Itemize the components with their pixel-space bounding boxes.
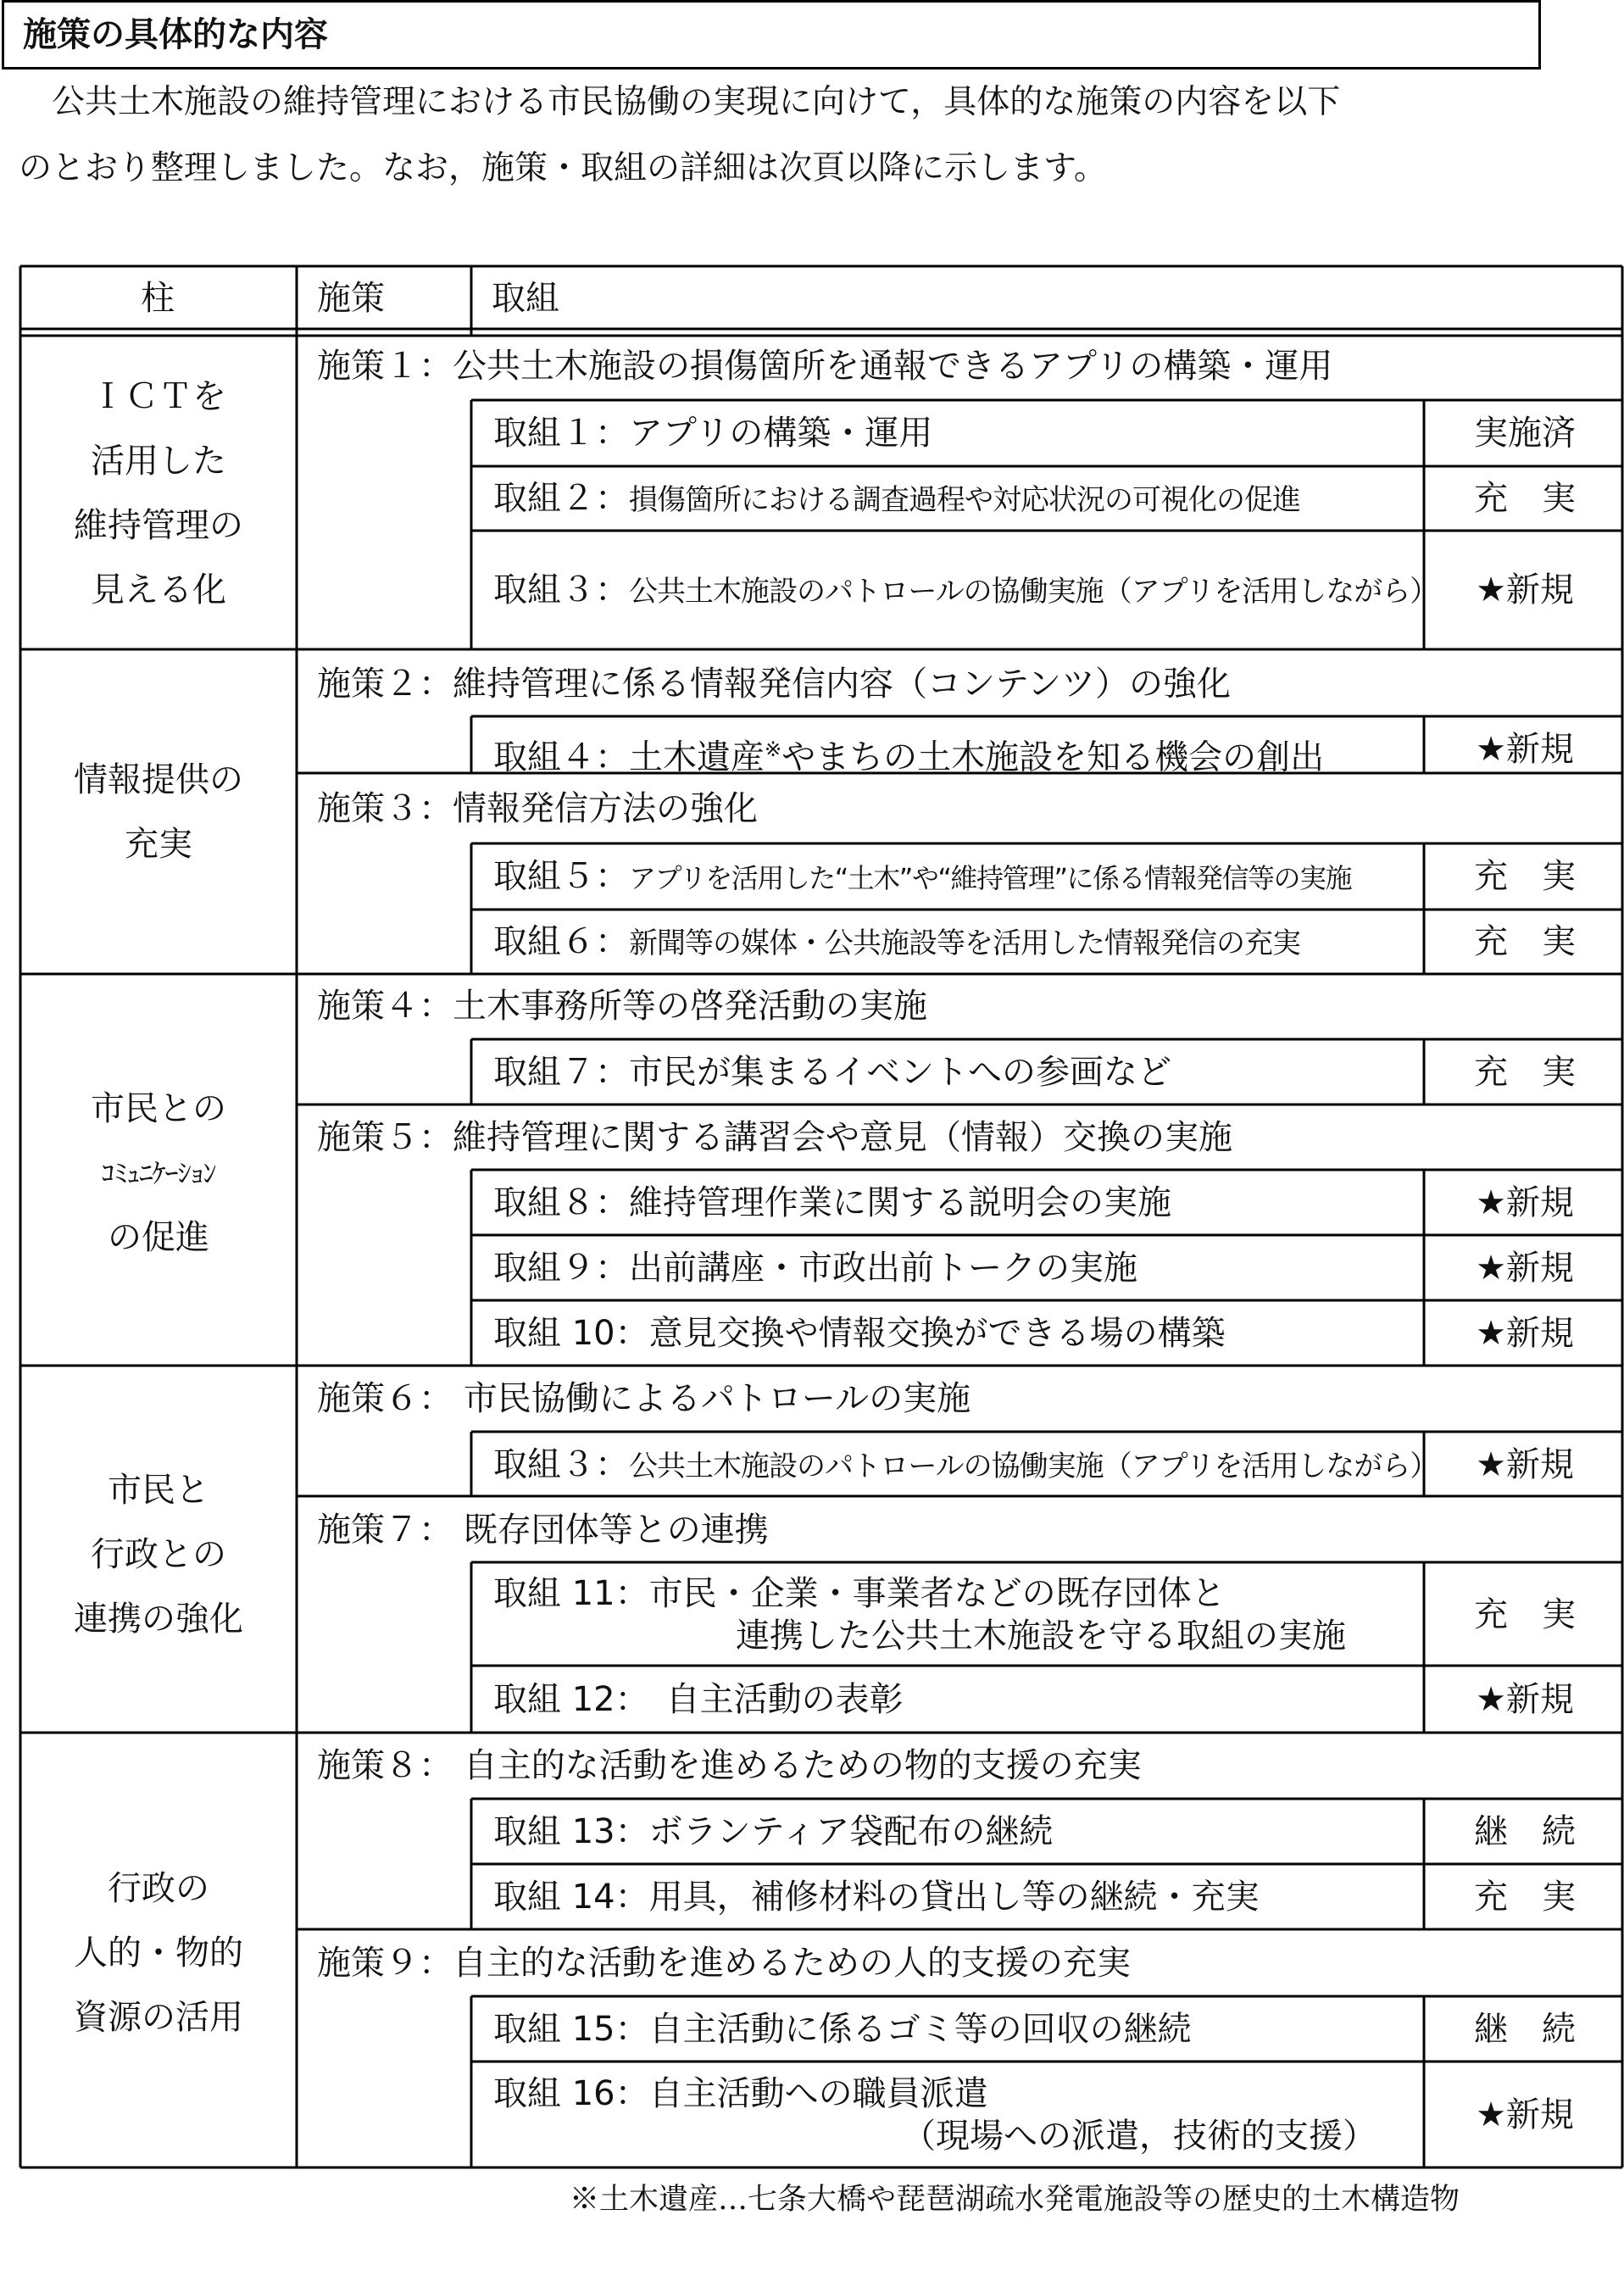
action-15: 取組 15：自主活動に係るゴミ等の回収の継続: [493, 2010, 1192, 2049]
status-action-12: ★新規: [1476, 1680, 1574, 1719]
status-action-10: ★新規: [1476, 1314, 1574, 1353]
status-action-13: 継 続: [1474, 1812, 1576, 1851]
action-5: 取組５：アプリを活用した“土木”や“維持管理”に係る情報発信等の実施: [493, 857, 1352, 896]
action-3: 取組３：公共土木施設のパトロールの協働実施（アプリを活用しながら）: [493, 570, 1438, 609]
pillar-collaboration: 市民と 行政との 連携の強化: [74, 1471, 243, 1639]
header-action: 取組: [492, 279, 559, 318]
action-13: 取組 13：ボランティア袋配布の継続: [493, 1812, 1054, 1851]
pillar-information: 情報提供の 充実: [74, 760, 243, 864]
status-action-3: ★新規: [1476, 570, 1574, 609]
action-8: 取組８：維持管理作業に関する説明会の実施: [493, 1183, 1171, 1222]
intro-line-2: のとおり整理しました。なお，施策・取組の詳細は次頁以降に示します。: [19, 149, 1107, 187]
pillar-ict: ＩＣＴを 活用した 維持管理の 見える化: [74, 377, 243, 609]
status-action-16: ★新規: [1476, 2095, 1574, 2134]
status-action-11: 充 実: [1474, 1595, 1576, 1634]
policy-6: 施策６： 市民協働によるパトロールの実施: [317, 1379, 971, 1418]
action-12: 取組 12： 自主活動の表彰: [493, 1680, 904, 1719]
footnote: ※土木遺産…七条大橋や琵琶湖疏水発電施設等の歴史的土木構造物: [570, 2183, 1460, 2217]
policy-8: 施策８： 自主的な活動を進めるための物的支援の充実: [317, 1746, 1142, 1785]
status-action-15: 継 続: [1474, 2010, 1576, 2049]
pillar-communication: 市民との ｺﾐｭﾆｹｰｼｮﾝ の促進: [91, 1089, 226, 1257]
header-policy: 施策: [317, 279, 385, 318]
action-11: 取組 11：市民・企業・事業者などの既存団体と: [493, 1574, 1226, 1613]
policy-5: 施策５：維持管理に関する講習会や意見（情報）交換の実施: [317, 1118, 1232, 1157]
action-4: 取組４：土木遺産※やまちの土木施設を知る機会の創出: [493, 737, 1325, 777]
status-action-14: 充 実: [1474, 1878, 1576, 1917]
status-action-8: ★新規: [1476, 1183, 1574, 1222]
status-action-1: 実施済: [1474, 414, 1576, 453]
status-action-9: ★新規: [1476, 1249, 1574, 1288]
action-10: 取組 10：意見交換や情報交換ができる場の構築: [493, 1314, 1226, 1353]
action-16-line-2: （現場への派遣，技術的支援）: [902, 2117, 1377, 2156]
policy-3: 施策３：情報発信方法の強化: [317, 789, 758, 828]
action-7: 取組７：市民が集まるイベントへの参画など: [493, 1053, 1171, 1092]
intro-line-1: 公共土木施設の維持管理における市民協働の実現に向けて，具体的な施策の内容を以下: [19, 83, 1341, 121]
action-2: 取組２：損傷箇所における調査過程や対応状況の可視化の促進: [493, 479, 1300, 518]
policy-4: 施策４：土木事務所等の啓発活動の実施: [317, 987, 927, 1026]
action-1: 取組１：アプリの構築・運用: [493, 414, 933, 453]
status-action-3-repeat: ★新規: [1476, 1445, 1574, 1484]
action-14: 取組 14：用具，補修材料の貸出し等の継続・充実: [493, 1878, 1260, 1917]
section-title: 施策の具体的な内容: [2, 0, 1541, 70]
pillar-resources: 行政の 人的・物的 資源の活用: [74, 1869, 243, 2037]
action-3-repeat: 取組３：公共土木施設のパトロールの協働実施（アプリを活用しながら）: [493, 1445, 1438, 1484]
action-16: 取組 16：自主活動への職員派遣: [493, 2074, 988, 2113]
policy-1: 施策１：公共土木施設の損傷箇所を通報できるアプリの構築・運用: [317, 347, 1333, 386]
header-pillar: 柱: [141, 279, 175, 318]
action-9: 取組９：出前講座・市政出前トークの実施: [493, 1249, 1137, 1288]
action-11-line-2: 連携した公共土木施設を守る取組の実施: [736, 1616, 1346, 1655]
action-6: 取組６：新聞等の媒体・公共施設等を活用した情報発信の充実: [493, 922, 1300, 961]
status-action-6: 充 実: [1474, 922, 1576, 961]
status-action-2: 充 実: [1474, 479, 1576, 518]
policy-2: 施策２：維持管理に係る情報発信内容（コンテンツ）の強化: [317, 665, 1231, 704]
status-action-5: 充 実: [1474, 857, 1576, 896]
policy-9: 施策９：自主的な活動を進めるための人的支援の充実: [317, 1944, 1131, 1983]
status-action-4: ★新規: [1476, 730, 1574, 769]
policy-7: 施策７： 既存団体等との連携: [317, 1511, 769, 1550]
status-action-7: 充 実: [1474, 1053, 1576, 1092]
